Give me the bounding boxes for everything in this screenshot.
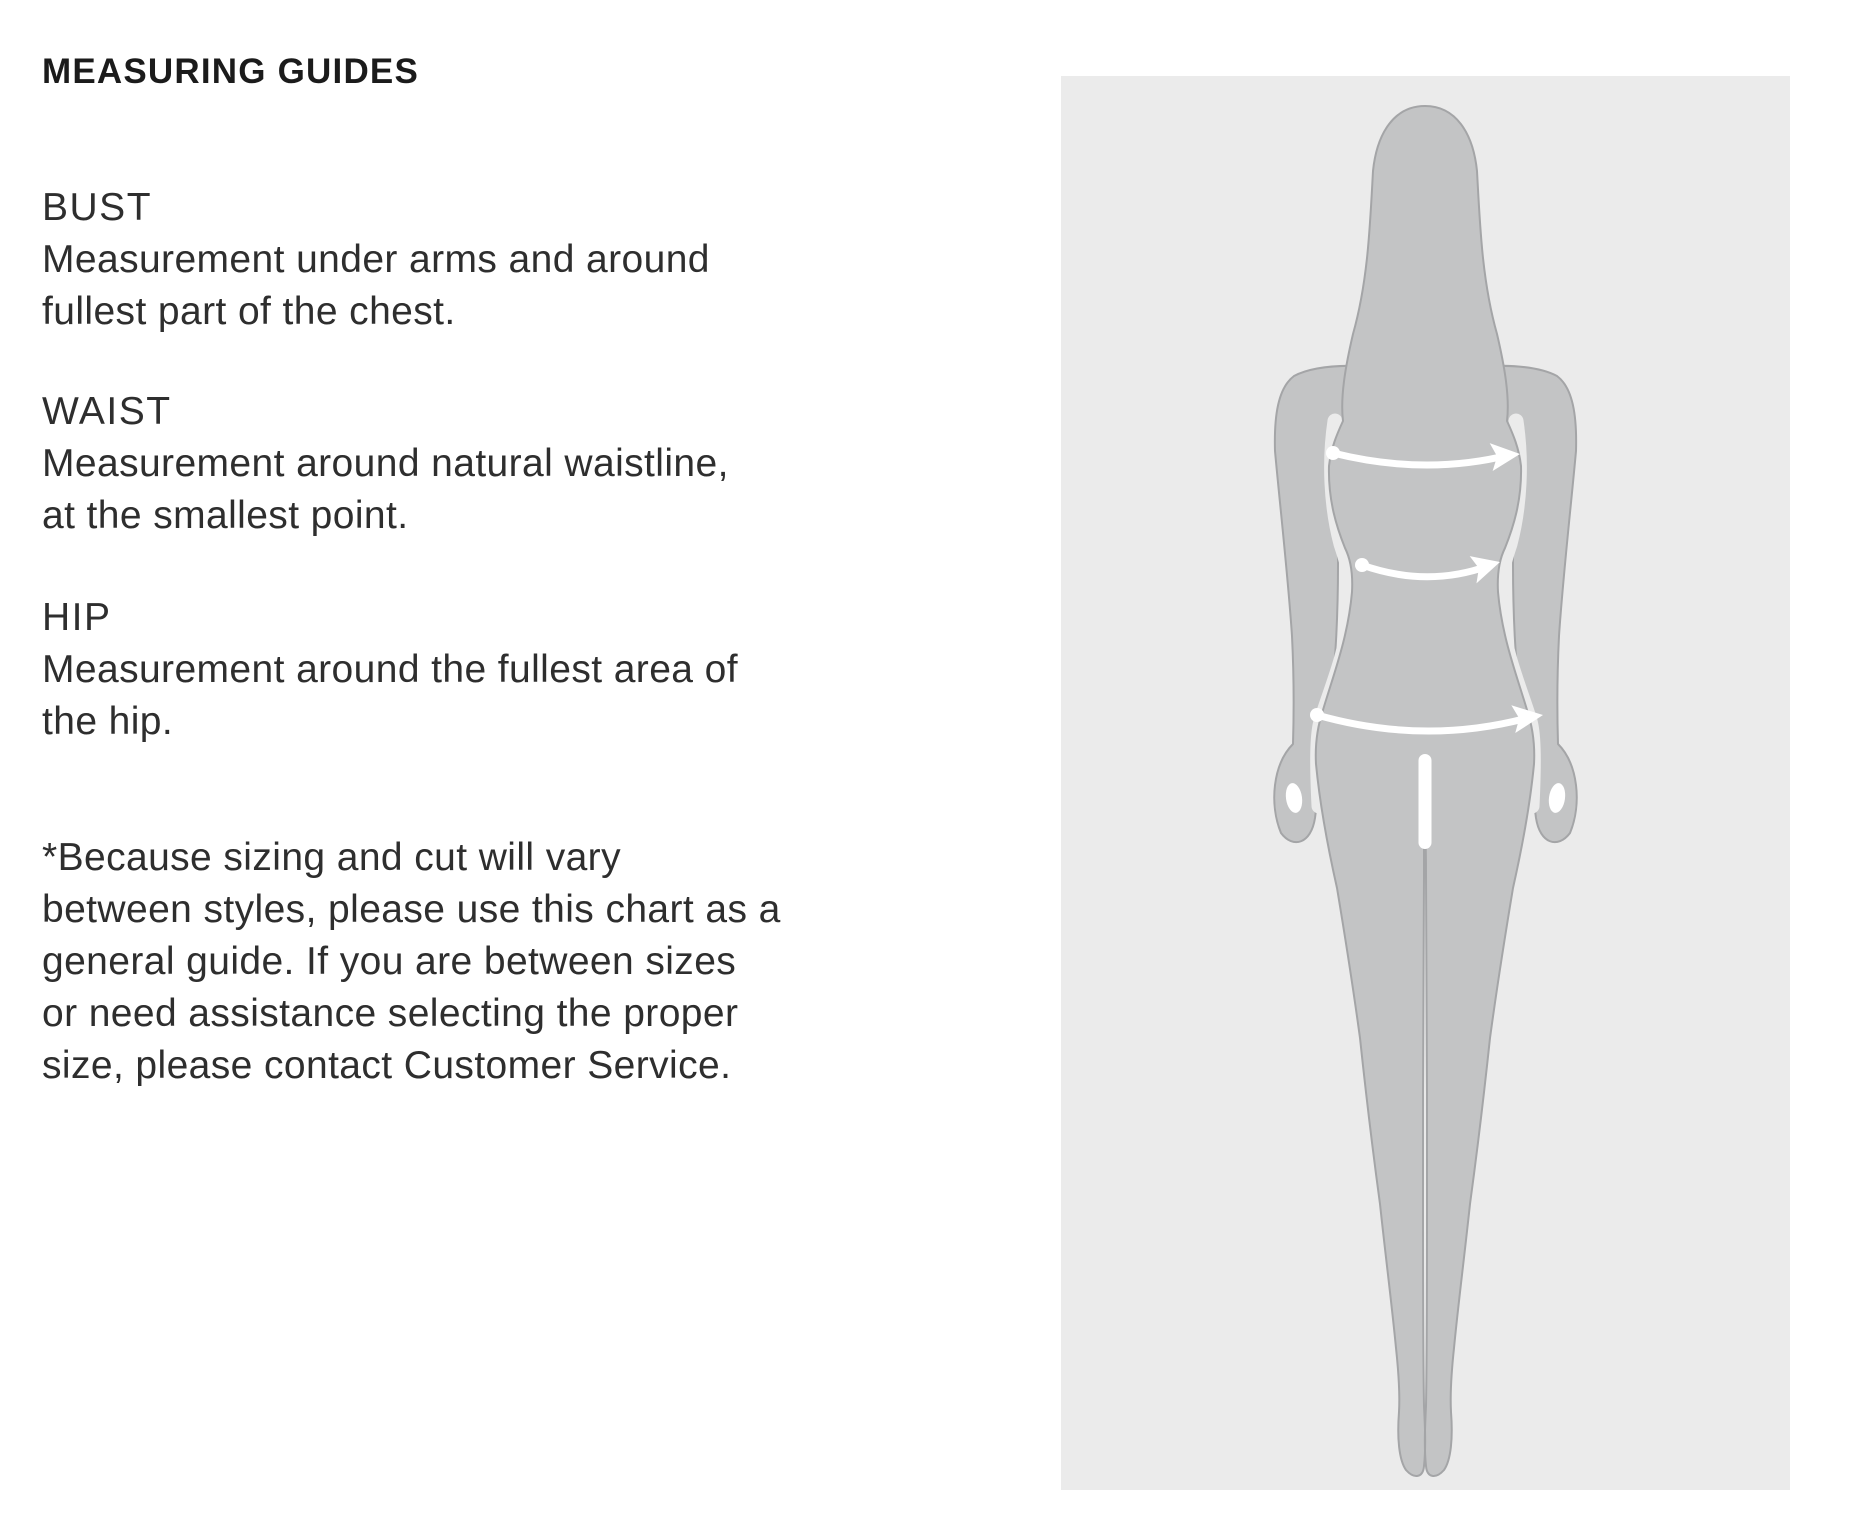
body-measurement-diagram <box>1061 76 1790 1490</box>
hip-description-line: Measurement around the fullest area of <box>42 648 738 691</box>
waist-description-line: at the smallest point. <box>42 494 409 537</box>
bust-label: BUST <box>42 186 153 229</box>
section-hip <box>42 592 902 748</box>
section-bust <box>42 182 902 338</box>
illustration-panel <box>1061 76 1790 1490</box>
hip-label: HIP <box>42 596 112 639</box>
page-title: MEASURING GUIDES <box>42 52 420 91</box>
footnote-line: general guide. If you are between sizes <box>42 940 737 983</box>
sizing-footnote <box>42 832 912 1092</box>
footnote-line: between styles, please use this chart as a <box>42 888 781 931</box>
hip-description-line: the hip. <box>42 700 174 743</box>
footnote-line: *Because sizing and cut will vary <box>42 836 621 879</box>
bust-description-line: fullest part of the chest. <box>42 290 456 333</box>
crotch-line <box>1419 754 1432 849</box>
waist-label: WAIST <box>42 390 172 433</box>
footnote-line: size, please contact Customer Service. <box>42 1044 732 1087</box>
section-waist <box>42 386 902 542</box>
waist-description-line: Measurement around natural waistline, <box>42 442 729 485</box>
bust-description-line: Measurement under arms and around <box>42 238 710 281</box>
footnote-line: or need assistance selecting the proper <box>42 992 739 1035</box>
